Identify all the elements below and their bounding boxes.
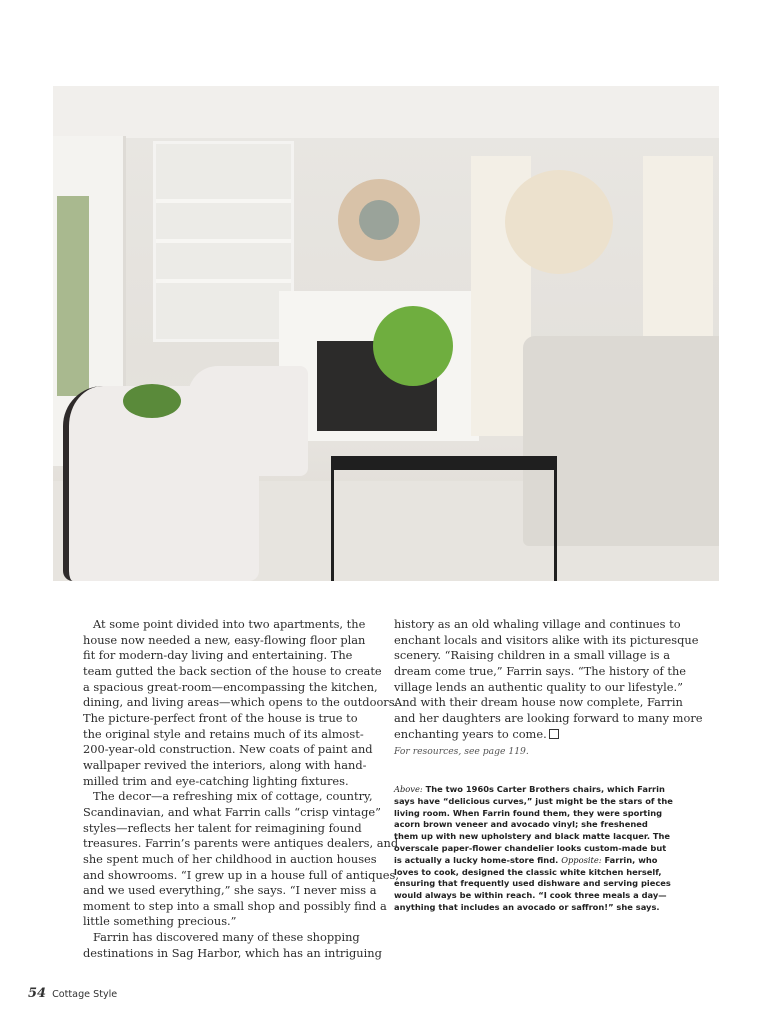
body-line: fit for modern-day living and entertaining. The xyxy=(83,648,353,663)
caption-line: loves to cook, designed the classic white kitchen herself, xyxy=(394,866,662,877)
body-line: treasures. Farrin’s parents were antiques dealers, and xyxy=(83,836,399,851)
resources-note: For resources, see page 119. xyxy=(394,746,529,758)
body-line: a spacious great-room—encompassing the kitchen, xyxy=(83,679,378,694)
body-line: house now needed a new, easy-flowing floor plan xyxy=(83,632,366,647)
caption-line xyxy=(394,784,694,796)
body-line: dream come true,” Farrin says. “The history of the xyxy=(394,663,687,678)
body-line: she spent much of her childhood in auction houses xyxy=(83,851,377,866)
body-line: Scandinavian, and what Farrin calls “crisp vintage” xyxy=(83,804,381,819)
body-line: milled trim and eye-catching lighting fixtures. xyxy=(83,773,349,788)
article-body-right-column xyxy=(394,617,703,760)
caption-line: acorn brown veneer and avocado vinyl; she freshened xyxy=(394,819,648,830)
caption-text: Farrin, who xyxy=(601,854,658,865)
body-line: the original style and retains much of its almost- xyxy=(83,726,364,741)
body-line-text: enchanting years to come. xyxy=(394,726,547,741)
body-line: and her daughters are looking forward to many more xyxy=(394,710,703,725)
body-line: village lends an authentic quality to our lifestyle.” xyxy=(394,679,683,694)
caption-line: living room. When Farrin found them, they were sporting xyxy=(394,807,663,818)
body-line: team gutted the back section of the house to create xyxy=(83,663,382,678)
body-line: history as an old whaling village and continues to xyxy=(394,617,681,631)
body-line: Farrin has discovered many of these shopping xyxy=(93,930,360,945)
caption-text: is actually a lucky home-store find. xyxy=(394,854,562,865)
body-line: moment to step into a small shop and possibly find a xyxy=(83,898,387,913)
body-line: At some point divided into two apartments, the xyxy=(93,617,366,631)
living-room-photo xyxy=(53,86,719,581)
body-line: dining, and living areas—which opens to the outdoors. xyxy=(83,695,399,710)
caption-text: The two 1960s Carter Brothers chairs, which Farrin xyxy=(422,784,665,794)
body-line: little something precious.” xyxy=(83,914,237,929)
body-line: The picture-perfect front of the house is true to xyxy=(83,710,358,725)
caption-line: them up with new upholstery and black matte lacquer. The xyxy=(394,831,671,842)
body-line: and showrooms. “I grew up in a house full of antiques, xyxy=(83,867,400,882)
caption-label-above: Above: xyxy=(394,784,423,794)
body-line: And with their dream house now complete, Farrin xyxy=(394,695,683,710)
body-line: destinations in Sag Harbor, which has an intriguing xyxy=(83,945,382,960)
body-line: The decor—a refreshing mix of cottage, country, xyxy=(93,789,373,804)
body-line: enchant locals and visitors alike with its picturesque xyxy=(394,632,699,647)
body-line: wallpaper revived the interiors, along with hand- xyxy=(83,757,367,772)
photo-caption xyxy=(394,784,694,914)
body-line: and we used everything,” she says. “I never miss a xyxy=(83,883,377,898)
body-line: 200-year-old construction. New coats of paint and xyxy=(83,742,373,757)
body-line: styles—reflects her talent for reimagining found xyxy=(83,820,362,835)
caption-label-opposite: Opposite: xyxy=(561,854,602,865)
end-mark-icon xyxy=(549,729,559,739)
caption-line: would always be within reach. “I cook three meals a day— xyxy=(394,890,667,901)
caption-line: ensuring that frequently used dishware and serving pieces xyxy=(394,878,671,889)
caption-line: says have “delicious curves,” just might be the stars of the xyxy=(394,795,673,806)
caption-line: anything that includes an avocado or saffron!” she says. xyxy=(394,901,660,912)
publication-name: Cottage Style xyxy=(52,989,118,1000)
caption-line xyxy=(394,855,694,867)
body-line-last xyxy=(394,727,694,743)
article-body-left-column xyxy=(83,617,400,961)
caption-line: overscale paper-flower chandelier looks custom-made but xyxy=(394,842,667,853)
body-line: scenery. “Raising children in a small village is a xyxy=(394,648,670,663)
page-folio xyxy=(28,986,117,1001)
page-number: 54 xyxy=(28,986,47,1001)
